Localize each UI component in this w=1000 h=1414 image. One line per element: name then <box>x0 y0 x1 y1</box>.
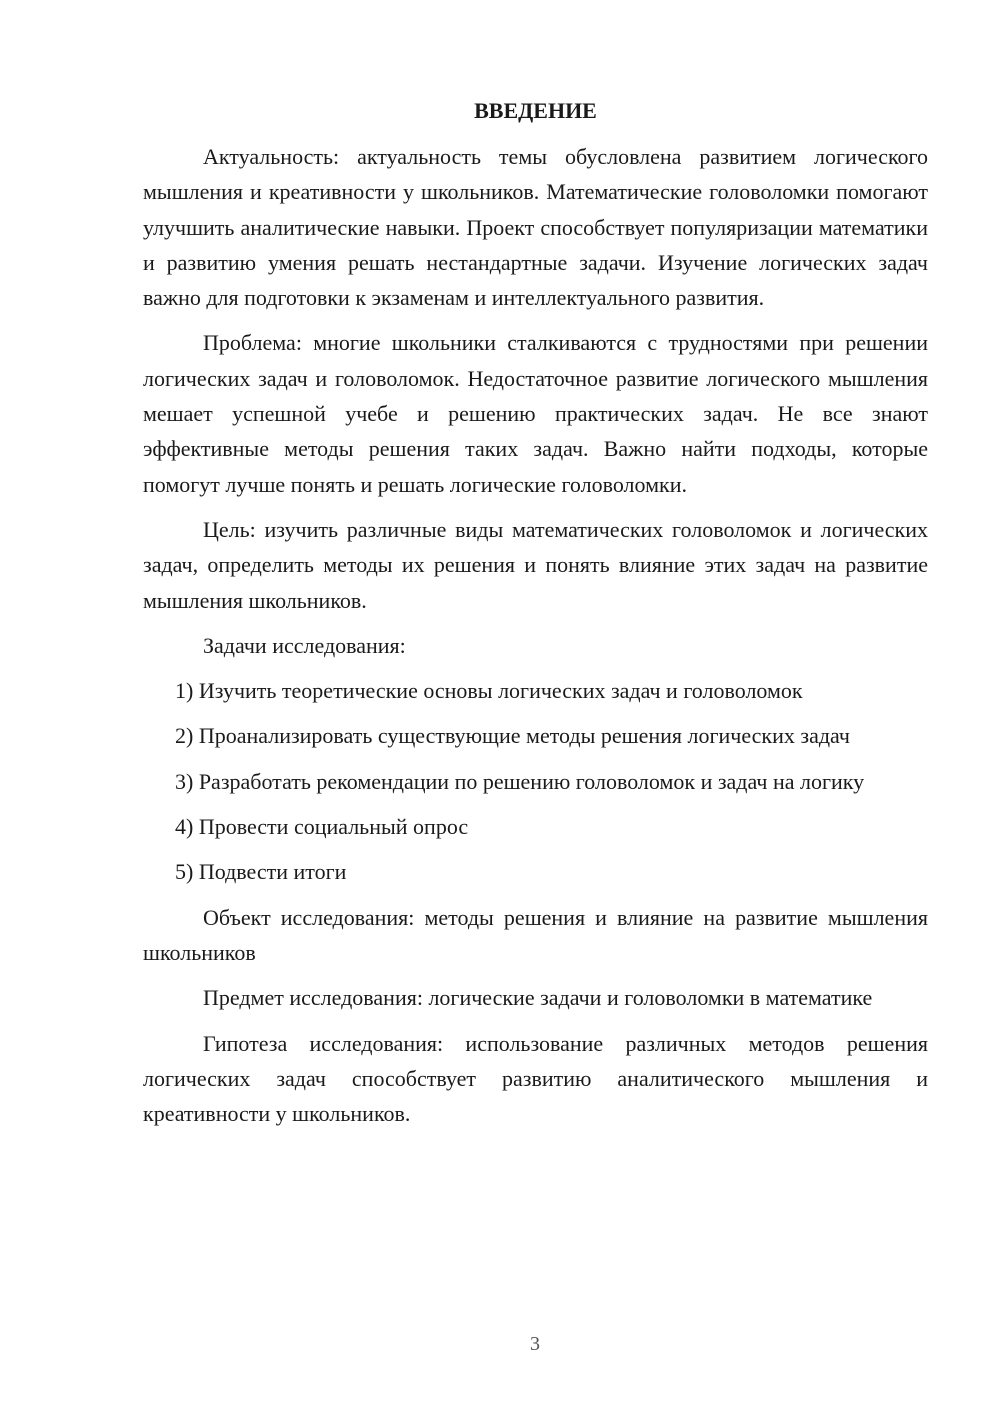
paragraph-relevance: Актуальность: актуальность темы обусловлена развитием логического мышления и креативности у школьников. Математические головоломки помогают улучшить аналитические навыки. Проект способствует популяризации математики и развитию умения решать нестандартные задачи. Изучение логических задач важно для подготовки к экзаменам и интеллектуального развития. <box>143 144 928 311</box>
task-item-5: 5) Подвести итоги <box>175 859 347 885</box>
paragraph-goal: Цель: изучить различные виды математических головоломок и логических задач, определить методы их решения и понять влияние этих задач на развитие мышления школьников. <box>143 516 928 613</box>
paragraph-hypothesis: Гипотеза исследования: использование различных методов решения логических задач способствует развитию аналитического мышления и креативности у школьников. <box>143 1030 928 1127</box>
task-item-4: 4) Провести социальный опрос <box>175 814 469 840</box>
task-item-2: 2) Проанализировать существующие методы решения логических задач <box>175 723 850 749</box>
paragraph-tasks-heading: Задачи исследования: <box>203 632 406 658</box>
page-number: 3 <box>530 1333 540 1355</box>
page-content <box>143 94 928 1141</box>
paragraph-problem: Проблема: многие школьники сталкиваются с трудностями при решении логических задач и головоломок. Недостаточное развитие логического мышления мешает успешной учебе и решению практических задач. Не все знают эффективные методы решения таких задач. Важно найти подходы, которые помогут лучше понять и решать логические головоломки. <box>143 330 928 497</box>
section-title: ВВЕДЕНИЕ <box>474 98 597 123</box>
paragraph-subject: Предмет исследования: логические задачи и головоломки в математике <box>203 985 873 1011</box>
task-item-3: 3) Разработать рекомендации по решению головоломок и задач на логику <box>175 768 865 794</box>
task-item-1: 1) Изучить теоретические основы логических задач и головоломок <box>175 678 803 704</box>
paragraph-object: Объект исследования: методы решения и влияние на развитие мышления школьников <box>143 904 928 965</box>
